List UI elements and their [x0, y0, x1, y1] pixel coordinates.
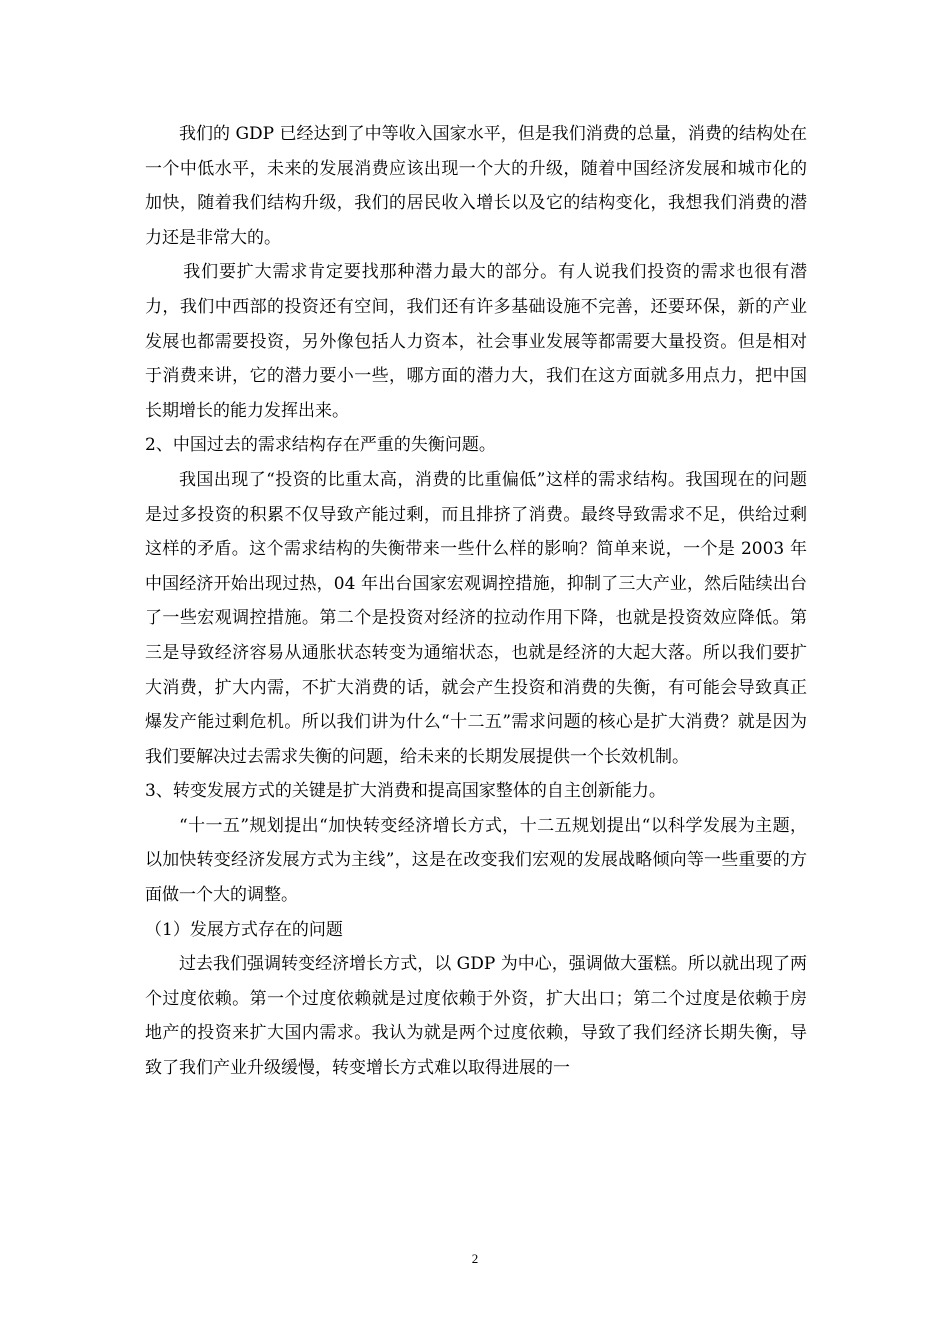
- paragraph-expand-demand: 我们要扩大需求肯定要找那种潜力最大的部分。有人说我们投资的需求也很有潜力，我们中西部的投资还有空间，我们还有许多基础设施不完善，还要环保，新的产业发展也都需要投资，另外像包括人力资本，社会事业发展等都需要大量投资。但是相对于消费来讲，它的潜力要小一些，哪方面的潜力大，我们在这方面就多用点力，把中国长期增长的能力发挥出来。: [145, 262, 807, 421]
- subsection-heading-problems: （1）发展方式存在的问题: [145, 919, 343, 940]
- paragraph-consumption-potential: 我们的 GDP 已经达到了中等收入国家水平，但是我们消费的总量，消费的结构处在一个中低水平，未来的发展消费应该出现一个大的升级，随着中国经济发展和城市化的加快，随着我们结构升级，我们的居民收入增长以及它的结构变化，我想我们消费的潜力还是非常大的。: [145, 124, 807, 248]
- paragraph-demand-imbalance: 我国出现了“投资的比重太高，消费的比重偏低”这样的需求结构。我国现在的问题是过多投资的积累不仅导致产能过剩，而且排挤了消费。最终导致需求不足，供给过剩这样的矛盾。这个需求结构的失衡带来一些什么样的影响？简单来说，一个是 2003 年中国经济开始出现过热，04 年出台国家宏观调控措施，抑制了三大产业，然后陆续出台了一些宏观调控措施。第二个是投资对经济的拉动作用下降，也就是投资效应降低。第三是导致经济容易从通胀状态转变为通缩状态，也就是经济的大起大落。所以我们要扩大消费，扩大内需，不扩大消费的话，就会产生投资和消费的失衡，有可能会导致真正爆发产能过剩危机。所以我们讲为什么“十二五”需求问题的核心是扩大消费？就是因为我们要解决过去需求失衡的问题，给未来的长期发展提供一个长效机制。: [145, 469, 807, 767]
- section-heading-demand-structure: 2、中国过去的需求结构存在严重的失衡问题。: [145, 435, 496, 456]
- section-heading-development-mode: 3、转变发展方式的关键是扩大消费和提高国家整体的自主创新能力。: [145, 781, 666, 802]
- document-body: [145, 117, 807, 1086]
- paragraph-five-year-plans: “十一五”规划提出“加快转变经济增长方式，十二五规划提出“以科学发展为主题，以加快转变经济发展方式为主线”，这是在改变我们宏观的发展战略倾向等一些重要的方面做一个大的调整。: [145, 815, 807, 906]
- paragraph-two-dependencies: 过去我们强调转变经济增长方式，以 GDP 为中心，强调做大蛋糕。所以就出现了两个过度依赖。第一个过度依赖就是过度依赖于外资，扩大出口；第二个过度是依赖于房地产的投资来扩大国内需求。我认为就是两个过度依赖，导致了我们经济长期失衡，导致了我们产业升级缓慢，转变增长方式难以取得进展的一: [145, 954, 807, 1079]
- page-number: 2: [471, 1251, 479, 1266]
